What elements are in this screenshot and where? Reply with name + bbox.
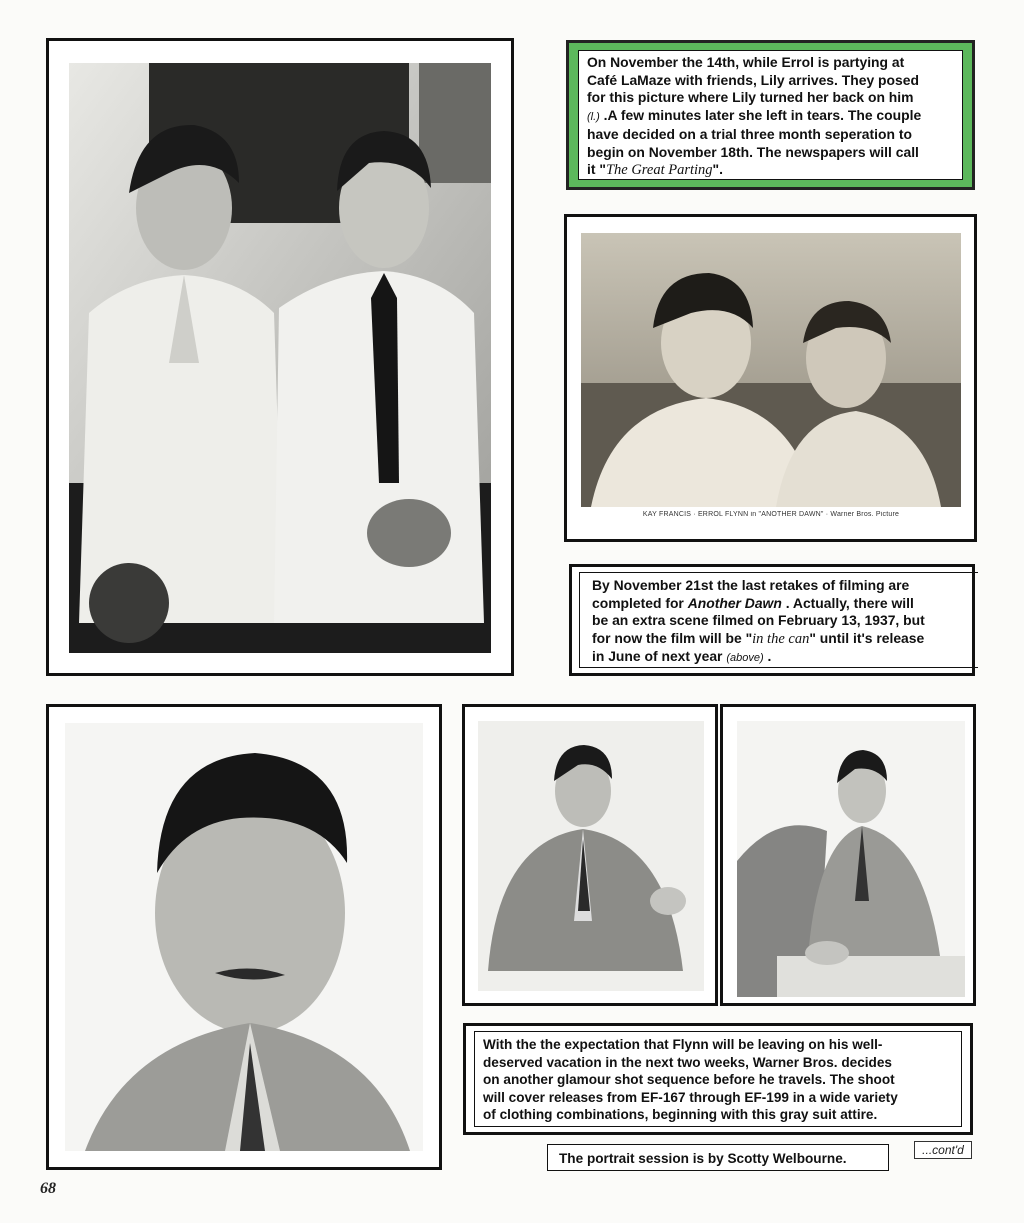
continued-tag <box>914 1141 972 1159</box>
photo-portrait-large-image <box>65 723 423 1151</box>
caption-retakes-line5: in June of next year (above) . <box>592 648 772 664</box>
photo-gray-suit-1 <box>478 721 704 991</box>
caption-party-inner <box>578 50 963 180</box>
caption-party-line3: for this picture where Lily turned her back on him <box>587 89 914 105</box>
caption-retakes-line4: for now the film will be "in the can" until it's release <box>592 629 925 647</box>
caption-retakes-line3: be an extra scene filmed on February 13, 1937, but <box>592 612 925 628</box>
caption-retakes-inner <box>579 572 978 668</box>
caption-party-ref: (l.) <box>587 110 600 123</box>
photo-another-dawn-still <box>581 233 961 507</box>
caption-retakes-ref: (above) <box>726 652 764 664</box>
caption-retakes-phrase: in the can <box>752 630 810 647</box>
continued-text: ...cont'd <box>922 1143 964 1157</box>
photo-gray-suit-2-image <box>737 721 965 997</box>
photo-frame-gray-suit-1 <box>462 704 718 1006</box>
caption-glamour-inner <box>474 1031 962 1127</box>
still-credit-line: KAY FRANCIS · ERROL FLYNN in "ANOTHER DAWN" · Warner Bros. Picture <box>642 511 900 518</box>
caption-glamour-line1: With the the expectation that Flynn will be leaving on his well- <box>483 1037 883 1052</box>
caption-party-line6: begin on November 18th. The newspapers will call <box>587 143 919 160</box>
caption-glamour-line4: will cover releases from EF-167 through EF-199 in a wide variety <box>483 1089 898 1105</box>
caption-retakes-film-title: Another Dawn <box>687 594 782 611</box>
caption-retakes-box <box>569 564 975 676</box>
photo-gray-suit-2 <box>737 721 965 997</box>
photo-errol-and-lily-image <box>69 63 491 653</box>
photo-errol-and-lily <box>69 63 491 653</box>
page-number: 68 <box>40 1180 56 1197</box>
caption-party-line2: Café LaMaze with friends, Lily arrives. They posed <box>587 71 919 88</box>
caption-photographer-text: The portrait session is by Scotty Welbourne. <box>559 1151 847 1166</box>
caption-retakes-line2: completed for Another Dawn . Actually, there will <box>592 594 914 611</box>
photo-frame-portrait-large <box>46 704 442 1170</box>
photo-frame-gray-suit-2 <box>720 704 976 1006</box>
caption-photographer-box <box>547 1144 889 1171</box>
photo-another-dawn-image <box>581 233 961 507</box>
caption-glamour-line5: of clothing combinations, beginning with this gray suit attire. <box>483 1107 878 1122</box>
caption-party-box <box>566 40 975 190</box>
caption-glamour-line3: on another glamour shot sequence before he travels. The shoot <box>483 1072 895 1087</box>
photo-frame-cafe-lamaze <box>46 38 514 676</box>
caption-party-line4: (l.) .A few minutes later she left in tears. The couple <box>587 106 922 123</box>
caption-party-line1: On November the 14th, while Errol is partying at <box>587 54 905 70</box>
caption-party-line5: have decided on a trial three month seperation to <box>587 126 912 142</box>
caption-party-line7: it "The Great Parting". <box>587 161 723 178</box>
photo-frame-another-dawn <box>564 214 977 542</box>
photo-portrait-large <box>65 723 423 1151</box>
caption-party-title: The Great Parting <box>605 162 713 178</box>
caption-retakes-line1: By November 21st the last retakes of filming are <box>592 577 910 593</box>
caption-glamour-line2: deserved vacation in the next two weeks, Warner Bros. decides <box>483 1054 892 1070</box>
caption-glamour-box <box>463 1023 973 1135</box>
photo-gray-suit-1-image <box>478 721 704 991</box>
